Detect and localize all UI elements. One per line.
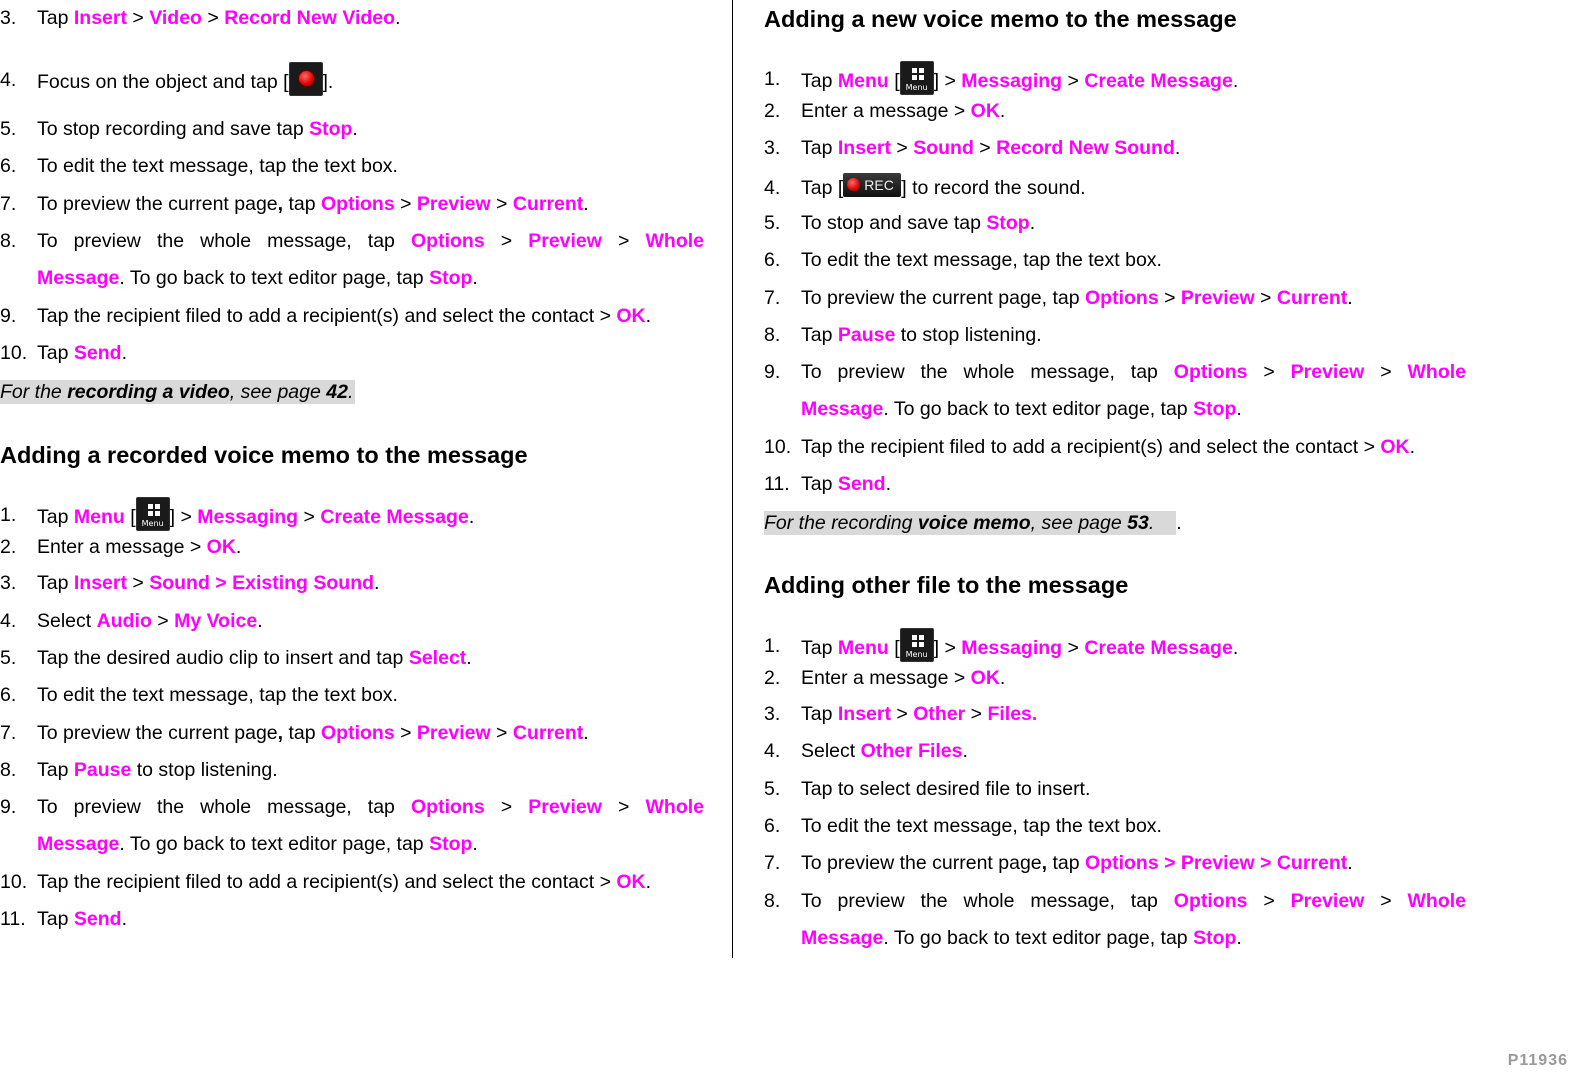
step-10-recipient: 10. Tap the recipient filed to add a recipient(s) and select the contact > OK. <box>0 871 652 893</box>
step-8-preview-whole: 8. To preview the whole message, tap Options > Preview > Whole Message. To go back to text editor page, tap Stop. <box>0 230 705 289</box>
step-2-enter: 2. Enter a message > OK. <box>764 667 1006 689</box>
note-voice-memo-row: For the recording voice memo, see page 53. . <box>764 512 1182 534</box>
step-10-send: 10. Tap Send. <box>0 342 127 364</box>
step-8-pause: 8. Tap Pause to stop listening. <box>764 324 1042 346</box>
step-4-select-other-files: 4. Select Other Files. <box>764 740 968 762</box>
ok-link[interactable]: OK <box>616 305 646 327</box>
step-6-edit: 6. To edit the text message, tap the text box. <box>764 815 1162 837</box>
step-2-enter: 2. Enter a message > OK. <box>764 100 1006 122</box>
page-id: P11936 <box>1507 1052 1568 1069</box>
step-4-rec: 4. Tap [ REC ] to record the sound. <box>764 170 1466 207</box>
step-10-recipient: 10. Tap the recipient filed to add a recipient(s) and select the contact > OK. <box>764 436 1416 458</box>
step-9-recipient: 9. Tap the recipient filed to add a recipient(s) and select the contact > OK. <box>0 305 652 327</box>
step-11-send: 11. Tap Send. <box>764 473 891 495</box>
step-4-select-audio: 4. Select Audio > My Voice. <box>0 610 263 632</box>
step-9-preview-whole: 9. To preview the whole message, tap Options > Preview > Whole Message. To go back to text editor page, tap Stop. <box>0 796 705 855</box>
step-3-insert-other: 3. Tap Insert > Other > Files. <box>764 703 1038 725</box>
step-1-menu: 1. Tap Menu [ Menu ] > Messaging > Create Message. <box>0 497 704 536</box>
current-link[interactable]: Current <box>512 193 584 215</box>
note-voice-memo: For the recording voice memo, see page 53. <box>764 511 1176 535</box>
insert-link[interactable]: Insert <box>73 7 127 29</box>
record-new-video-link[interactable]: Record New Video <box>224 7 396 29</box>
step-3-record-video: 3. Tap Insert > Video > Record New Video. <box>0 7 401 29</box>
rec-button-icon[interactable]: REC <box>843 173 901 197</box>
step-7-preview-current: 7. To preview the current page, tap Options > Preview > Current. <box>764 287 1353 309</box>
stop-link[interactable]: Stop <box>309 118 353 140</box>
step-1-menu: 1. Tap Menu [ Menu ] > Messaging > Create Message. <box>764 628 1466 667</box>
step-3-insert-sound: 3. Tap Insert > Sound > Existing Sound. <box>0 572 380 594</box>
step-4-focus: 4. Focus on the object and tap [ ]. <box>0 62 704 101</box>
note-recording-video: For the recording a video, see page 42. <box>0 381 354 403</box>
section-title-new-voice-memo: Adding a new voice memo to the message <box>764 6 1237 32</box>
step-1-menu: 1. Tap Menu [ Menu ] > Messaging > Create Message. <box>764 61 1466 100</box>
step-6-edit: 6. To edit the text message, tap the text box. <box>0 684 398 706</box>
step-2-enter: 2. Enter a message > OK. <box>0 536 242 558</box>
step-7-preview-current: 7. To preview the current page, tap Options > Preview > Current. <box>764 852 1353 874</box>
column-divider <box>732 0 733 958</box>
record-icon[interactable] <box>289 62 323 96</box>
step-5-desired-clip: 5. Tap the desired audio clip to insert and tap Select. <box>0 647 472 669</box>
section-title-other-file: Adding other file to the message <box>764 572 1129 598</box>
send-link[interactable]: Send <box>73 342 122 364</box>
step-5-stop: 5. To stop and save tap Stop. <box>764 212 1036 234</box>
step-7-preview-current: 7. To preview the current page, tap Options > Preview > Current. <box>0 722 589 744</box>
menu-icon[interactable]: Menu <box>900 628 934 662</box>
step-6-edit: 6. To edit the text message, tap the text box. <box>764 249 1162 271</box>
menu-icon[interactable]: Menu <box>136 497 170 531</box>
step-5-select-file: 5. Tap to select desired file to insert. <box>764 778 1091 800</box>
step-11-send: 11. Tap Send. <box>0 908 127 930</box>
step-9-preview-whole: 9. To preview the whole message, tap Options > Preview > Whole Message. To go back to text editor page, tap Stop. <box>764 361 1466 420</box>
options-link[interactable]: Options <box>321 193 395 215</box>
step-8-preview-whole: 8. To preview the whole message, tap Options > Preview > Whole Message. To go back to text editor page, tap Stop. <box>764 890 1466 949</box>
step-5-stop: 5. To stop recording and save tap Stop. <box>0 118 358 140</box>
step-3-insert-sound: 3. Tap Insert > Sound > Record New Sound. <box>764 137 1181 159</box>
video-link[interactable]: Video <box>149 7 202 29</box>
section-title-recorded-voice-memo: Adding a recorded voice memo to the message <box>0 442 528 468</box>
step-8-pause: 8. Tap Pause to stop listening. <box>0 759 278 781</box>
menu-icon[interactable]: Menu <box>900 61 934 95</box>
step-7-preview-current: 7. To preview the current page, tap Options > Preview > Current. <box>0 193 589 215</box>
step-6-edit: 6. To edit the text message, tap the text box. <box>0 155 398 177</box>
preview-link[interactable]: Preview <box>416 193 491 215</box>
